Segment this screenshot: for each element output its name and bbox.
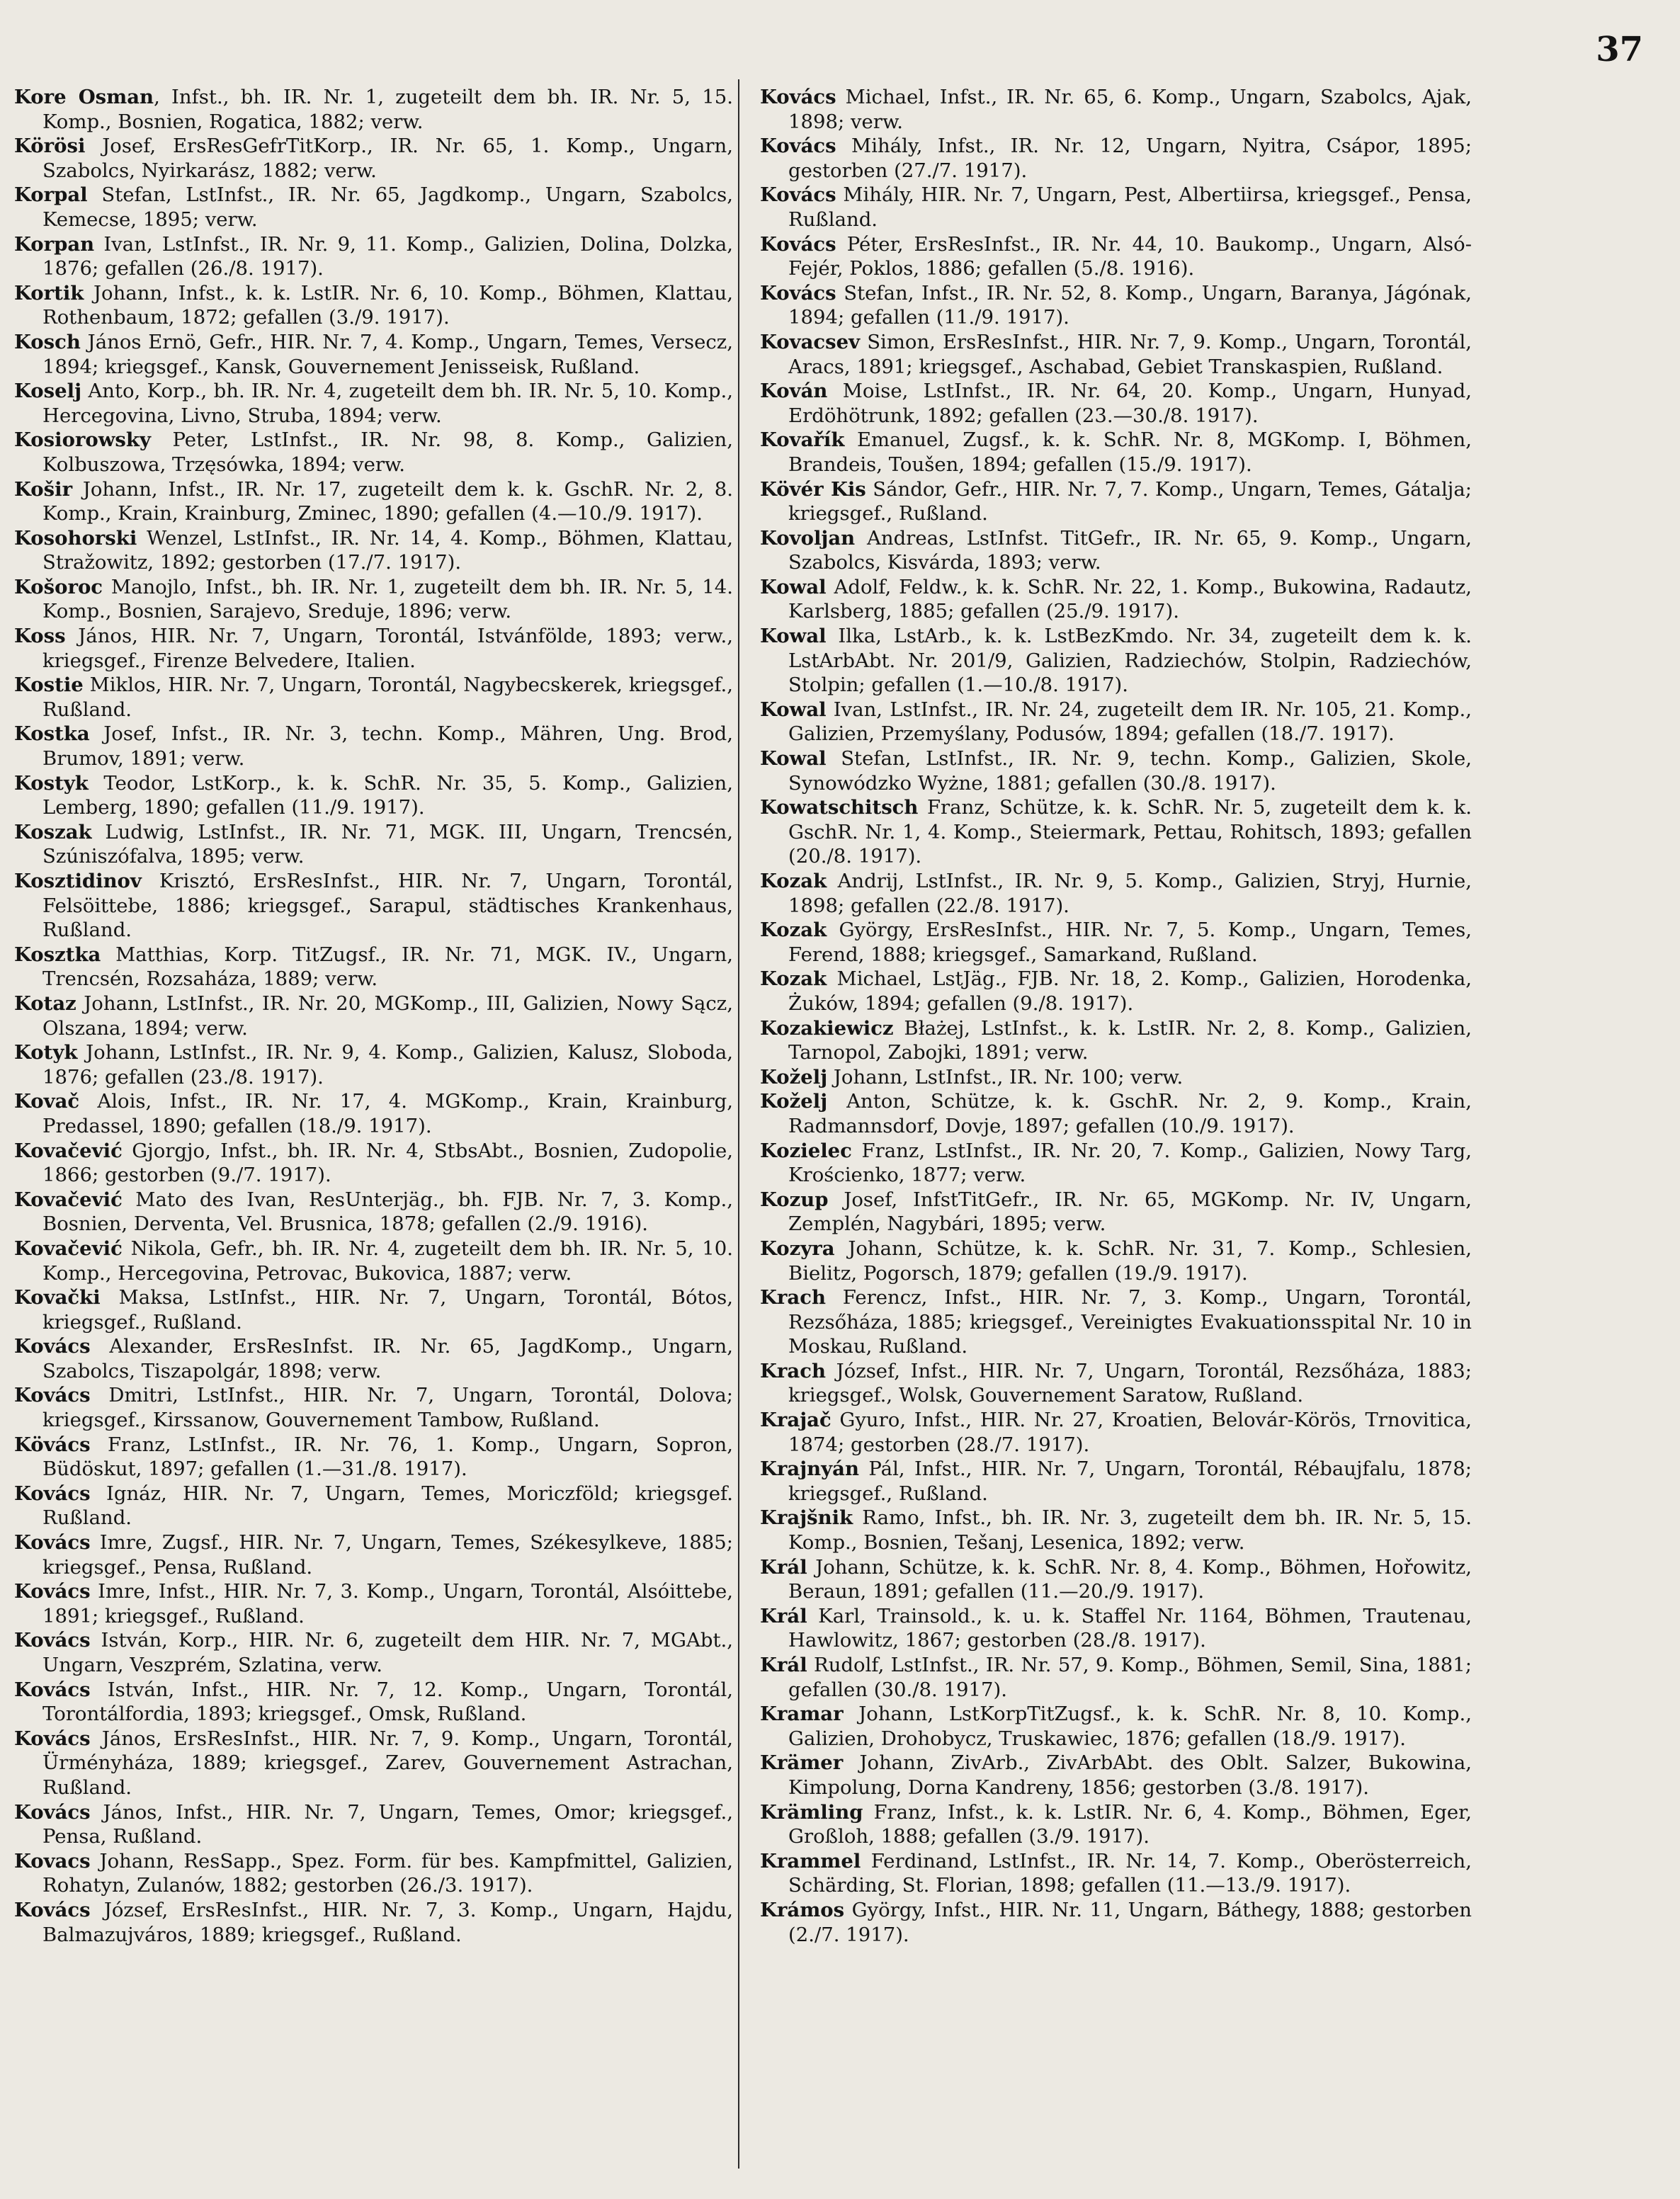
entry-details: Nikola, Gefr., bh. IR. Nr. 4, zugeteilt dem bh. IR. Nr. 5, 10. Komp., Hercegovina, Petrovac, Bukovica, 1887; verw.	[42, 1237, 733, 1285]
entry-details: Anton, Schütze, k. k. GschR. Nr. 2, 9. Komp., Krain, Radmannsdorf, Dovje, 1897; gefallen (10./9. 1917).	[788, 1090, 1472, 1137]
entry-details: Johann, Schütze, k. k. SchR. Nr. 31, 7. Komp., Schlesien, Bielitz, Pogorsch, 1879; gefallen (19./9. 1917).	[788, 1237, 1472, 1285]
entry-details: Michael, LstJäg., FJB. Nr. 18, 2. Komp., Galizien, Horodenka, Żuków, 1894; gefallen (9./8. 1917).	[788, 967, 1472, 1015]
entry-details: Johann, Infst., IR. Nr. 17, zugeteilt dem k. k. GschR. Nr. 2, 8. Komp., Krain, Krainburg, Zminec, 1890; gefallen (4.—10./9. 1917).	[42, 477, 733, 525]
entry-surname: Kovács	[14, 1629, 91, 1652]
entry-details: Ivan, LstInfst., IR. Nr. 9, 11. Komp., Galizien, Dolina, Dolzka, 1876; gefallen (26./8. 1917).	[42, 232, 733, 280]
entry-details: Dmitri, LstInfst., HIR. Nr. 7, Ungarn, Torontál, Dolova; kriegsgef., Kirssanow, Gouvernement Tambow, Rußland.	[42, 1384, 733, 1432]
entry-surname: Kován	[760, 380, 828, 403]
register-entry	[760, 1457, 1472, 1506]
entry-surname: Kovács	[14, 1898, 91, 1921]
entry-details: Teodor, LstKorp., k. k. SchR. Nr. 35, 5. Komp., Galizien, Lemberg, 1890; gefallen (11./9. 1917).	[42, 771, 733, 819]
register-entry	[760, 575, 1472, 624]
entry-details: Pál, Infst., HIR. Nr. 7, Ungarn, Torontál, Rébaujfalu, 1878; kriegsgef., Rußland.	[788, 1458, 1472, 1505]
entry-surname: Krämling	[760, 1800, 863, 1824]
register-entry	[14, 1089, 733, 1138]
entry-surname: Kovačević	[14, 1188, 123, 1211]
register-entry	[760, 1016, 1472, 1065]
entry-surname: Kovács	[14, 1727, 91, 1750]
register-entry	[14, 1678, 733, 1727]
register-entry	[14, 1040, 733, 1089]
entry-surname: Kovacsev	[760, 330, 861, 353]
entry-surname: Koss	[14, 625, 66, 648]
register-entry	[14, 1530, 733, 1579]
entry-surname: Kowal	[760, 625, 827, 648]
entry-details: István, Infst., HIR. Nr. 7, 12. Komp., Ungarn, Torontál, Torontálfordia, 1893; kriegsgef., Omsk, Rußland.	[42, 1678, 733, 1726]
register-entry	[760, 1702, 1472, 1751]
entry-surname: Koszak	[14, 820, 92, 843]
entry-surname: Koselj	[14, 380, 82, 403]
entry-details: Johann, ZivArb., ZivArbAbt. des Oblt. Salzer, Bukowina, Kimpolung, Dorna Kandreny, 1856; gestorben (3./8. 1917).	[788, 1751, 1472, 1799]
entry-details: Ramo, Infst., bh. IR. Nr. 3, zugeteilt dem bh. IR. Nr. 5, 15. Komp., Bosnien, Tešanj, Lesenica, 1892; verw.	[788, 1506, 1472, 1555]
entry-details: Andrij, LstInfst., IR. Nr. 9, 5. Komp., Galizien, Stryj, Hurnie, 1898; gefallen (22./8. 1917).	[788, 870, 1472, 917]
entry-surname: Krach	[760, 1359, 826, 1382]
register-entry	[760, 379, 1472, 428]
register-entry	[760, 1285, 1472, 1359]
register-entry	[760, 918, 1472, 967]
entry-surname: Kotyk	[14, 1041, 78, 1064]
entry-surname: Kövács	[14, 1433, 91, 1456]
entry-details: Johann, LstInfst., IR. Nr. 9, 4. Komp., Galizien, Kalusz, Sloboda, 1876; gefallen (23./8. 1917).	[42, 1041, 733, 1089]
register-entry	[760, 1359, 1472, 1408]
register-entry	[14, 428, 733, 477]
entry-surname: Kozielec	[760, 1139, 852, 1162]
entry-details: Andreas, LstInfst. TitGefr., IR. Nr. 65, 9. Komp., Ungarn, Szabolcs, Kisvárda, 1893; verw.	[788, 526, 1472, 574]
left-column	[14, 85, 733, 1947]
entry-surname: Král	[760, 1604, 807, 1627]
entry-surname: Kowal	[760, 575, 827, 598]
entry-details: Anto, Korp., bh. IR. Nr. 4, zugeteilt dem bh. IR. Nr. 5, 10. Komp., Hercegovina, Livno, Struba, 1894; verw.	[42, 380, 733, 427]
entry-surname: Kosch	[14, 330, 81, 353]
entry-surname: Kovačević	[14, 1237, 123, 1260]
entry-details: Franz, LstInfst., IR. Nr. 76, 1. Komp., Ungarn, Sopron, Büdöskut, 1897; gefallen (1.—31./8. 1917).	[42, 1433, 733, 1481]
entry-surname: Král	[760, 1555, 807, 1579]
register-entry	[760, 746, 1472, 795]
register-entry	[760, 1653, 1472, 1702]
register-entry	[14, 134, 733, 183]
entry-surname: Kovařík	[760, 428, 845, 452]
register-entry	[14, 1628, 733, 1677]
entry-surname: Kovács	[760, 86, 836, 108]
entry-surname: Kowal	[760, 698, 827, 721]
entry-details: János, HIR. Nr. 7, Ungarn, Torontál, Istvánfölde, 1893; verw., kriegsgef., Firenze Belvedere, Italien.	[42, 625, 733, 672]
register-entry	[760, 1139, 1472, 1188]
register-entry	[14, 232, 733, 281]
entry-surname: Kozakiewicz	[760, 1016, 894, 1040]
entry-surname: Král	[760, 1654, 807, 1676]
register-entry	[14, 526, 733, 575]
entry-details: János Ernö, Gefr., HIR. Nr. 7, 4. Komp., Ungarn, Temes, Versecz, 1894; kriegsgef., Kansk, Gouvernement Jenisseisk, Rußland.	[42, 330, 733, 378]
register-entry	[14, 869, 733, 943]
entry-details: György, ErsResInfst., HIR. Nr. 7, 5. Komp., Ungarn, Temes, Ferend, 1888; kriegsgef., Samarkand, Rußland.	[788, 919, 1472, 966]
register-entry	[14, 183, 733, 232]
register-entry	[14, 281, 733, 330]
register-entry	[760, 869, 1472, 918]
entry-details: Ignáz, HIR. Nr. 7, Ungarn, Temes, Moriczföld; kriegsgef. Rußland.	[42, 1482, 733, 1530]
entry-surname: Kovács	[14, 1384, 91, 1407]
entry-details: Johann, Schütze, k. k. SchR. Nr. 8, 4. Komp., Böhmen, Hořowitz, Beraun, 1891; gefallen (11.—20./9. 1917).	[788, 1555, 1472, 1603]
entry-surname: Krämer	[760, 1751, 844, 1775]
entry-details: Mihály, HIR. Nr. 7, Ungarn, Pest, Albertiirsa, kriegsgef., Pensa, Rußland.	[788, 183, 1472, 231]
register-entry	[14, 1383, 733, 1432]
entry-surname: Košoroc	[14, 575, 103, 598]
register-entry	[760, 1089, 1472, 1138]
register-entry	[760, 1555, 1472, 1604]
entry-surname: Krámos	[760, 1898, 845, 1921]
entry-surname: Kövér Kis	[760, 477, 866, 501]
entry-details: Gyuro, Infst., HIR. Nr. 27, Kroatien, Belovár-Körös, Trnovitica, 1874; gestorben (28./7. 1917).	[788, 1409, 1472, 1456]
column-divider	[738, 79, 739, 2169]
entry-details: Emanuel, Zugsf., k. k. SchR. Nr. 8, MGKomp. I, Böhmen, Brandeis, Toušen, 1894; gefallen (15./9. 1917).	[788, 428, 1472, 476]
entry-details: János, Infst., HIR. Nr. 7, Ungarn, Temes, Omor; kriegsgef., Pensa, Rußland.	[42, 1800, 733, 1848]
register-entry	[14, 991, 733, 1040]
entry-details: Mihály, Infst., IR. Nr. 12, Ungarn, Nyitra, Csápor, 1895; gestorben (27./7. 1917).	[788, 135, 1472, 182]
register-entry	[760, 183, 1472, 232]
register-entry	[14, 1334, 733, 1383]
entry-details: József, Infst., HIR. Nr. 7, Ungarn, Torontál, Rezsőháza, 1883; kriegsgef., Wolsk, Gouvernement Saratow, Rußland.	[788, 1359, 1472, 1407]
entry-details: Maksa, LstInfst., HIR. Nr. 7, Ungarn, Torontál, Bótos, kriegsgef., Rußland.	[42, 1286, 733, 1334]
entry-surname: Kovács	[14, 1800, 91, 1824]
entry-surname: Kovač	[14, 1090, 80, 1113]
entry-details: Manojlo, Infst., bh. IR. Nr. 1, zugeteilt dem bh. IR. Nr. 5, 14. Komp., Bosnien, Sarajevo, Sreduje, 1896; verw.	[42, 575, 733, 623]
entry-surname: Kovacs	[14, 1849, 91, 1873]
entry-surname: Kovács	[14, 1678, 91, 1701]
entry-surname: Kosohorski	[14, 526, 137, 550]
entry-details: Alois, Infst., IR. Nr. 17, 4. MGKomp., Krain, Krainburg, Predassel, 1890; gefallen (18./9. 1917).	[42, 1090, 733, 1137]
register-entry	[760, 1237, 1472, 1285]
register-entry	[14, 330, 733, 379]
register-entry	[14, 624, 733, 673]
register-entry	[760, 232, 1472, 281]
entry-surname: Kozak	[760, 870, 827, 892]
entry-details: Adolf, Feldw., k. k. SchR. Nr. 22, 1. Komp., Bukowina, Radautz, Karlsberg, 1885; gefallen (25./9. 1917).	[788, 575, 1472, 623]
register-entry	[14, 575, 733, 624]
entry-surname: Korpan	[14, 232, 95, 256]
register-entry	[14, 673, 733, 722]
entry-details: Michael, Infst., IR. Nr. 65, 6. Komp., Ungarn, Szabolcs, Ajak, 1898; verw.	[788, 86, 1472, 133]
entry-details: Imre, Zugsf., HIR. Nr. 7, Ungarn, Temes, Székesylkeve, 1885; kriegsgef., Pensa, Rußland.	[42, 1531, 733, 1579]
register-entry	[14, 820, 733, 869]
entry-surname: Kovoljan	[760, 526, 856, 550]
entry-surname: Kotaz	[14, 991, 76, 1015]
entry-surname: Kovács	[14, 1482, 91, 1505]
entry-surname: Kovács	[760, 135, 836, 158]
register-entry	[14, 771, 733, 820]
register-entry	[760, 1751, 1472, 1800]
entry-details: Karl, Trainsold., k. u. k. Staffel Nr. 1164, Böhmen, Trautenau, Hawlowitz, 1867; gestorben (28./8. 1917).	[788, 1604, 1472, 1652]
register-entry	[760, 1408, 1472, 1457]
register-entry	[760, 624, 1472, 698]
entry-details: Josef, ErsResGefrTitKorp., IR. Nr. 65, 1. Komp., Ungarn, Szabolcs, Nyirkarász, 1882; verw.	[42, 135, 733, 182]
register-entry	[760, 1065, 1472, 1090]
register-entry	[760, 1849, 1472, 1898]
entry-surname: Krach	[760, 1286, 826, 1309]
entry-details: István, Korp., HIR. Nr. 6, zugeteilt dem HIR. Nr. 7, MGAbt., Ungarn, Veszprém, Szlatina, verw.	[42, 1629, 733, 1676]
entry-details: Josef, InfstTitGefr., IR. Nr. 65, MGKomp. Nr. IV, Ungarn, Zemplén, Nagybári, 1895; verw.	[788, 1188, 1472, 1236]
register-entry	[14, 1579, 733, 1628]
entry-details: Stefan, LstInfst., IR. Nr. 9, techn. Komp., Galizien, Skole, Synowódzko Wyżne, 1881; gefallen (30./8. 1917).	[788, 747, 1472, 795]
entry-surname: Körösi	[14, 135, 86, 158]
entry-details: Simon, ErsResInfst., HIR. Nr. 7, 9. Komp., Ungarn, Torontál, Aracs, 1891; kriegsgef., Aschabad, Gebiet Transkaspien, Rußland.	[788, 330, 1472, 378]
entry-details: János, ErsResInfst., HIR. Nr. 7, 9. Komp., Ungarn, Torontál, Ürményháza, 1889; kriegsgef., Zarev, Gouvernement Astrachan, Rußland.	[42, 1727, 733, 1799]
entry-surname: Kortik	[14, 281, 84, 305]
entry-surname: Kowatschitsch	[760, 796, 919, 819]
entry-details: Ivan, LstInfst., IR. Nr. 24, zugeteilt dem IR. Nr. 105, 21. Komp., Galizien, Przemyślany, Podusów, 1894; gefallen (18./7. 1917).	[788, 698, 1472, 746]
register-entry	[760, 1506, 1472, 1555]
register-entry	[760, 428, 1472, 477]
entry-details: Wenzel, LstInfst., IR. Nr. 14, 4. Komp., Böhmen, Klattau, Stražowitz, 1892; gestorben (17./7. 1917).	[42, 526, 733, 574]
entry-details: József, ErsResInfst., HIR. Nr. 7, 3. Komp., Ungarn, Hajdu, Balmazujváros, 1889; kriegsgef., Rußland.	[42, 1898, 733, 1946]
entry-details: Johann, LstKorpTitZugsf., k. k. SchR. Nr. 8, 10. Komp., Galizien, Drohobycz, Truskawiec, 1876; gefallen (18./9. 1917).	[788, 1703, 1472, 1750]
register-entry	[14, 1285, 733, 1334]
entry-details: Johann, Infst., k. k. LstIR. Nr. 6, 10. Komp., Böhmen, Klattau, Rothenbaum, 1872; gefallen (3./9. 1917).	[42, 281, 733, 329]
entry-details: Matthias, Korp. TitZugsf., IR. Nr. 71, MGK. IV., Ungarn, Trencsén, Rozsaháza, 1889; verw.	[42, 943, 733, 991]
register-entry	[14, 1139, 733, 1188]
entry-details: Ferencz, Infst., HIR. Nr. 7, 3. Komp., Ungarn, Torontál, Rezsőháza, 1885; kriegsgef., Vereinigtes Evakuationsspital Nr. 10 in Moskau, Rußland.	[788, 1286, 1472, 1358]
register-entry	[14, 379, 733, 428]
register-entry	[14, 1482, 733, 1530]
register-entry	[760, 1800, 1472, 1849]
entry-details: Johann, ResSapp., Spez. Form. für bes. Kampfmittel, Galizien, Rohatyn, Zulanów, 1882; gestorben (26./3. 1917).	[42, 1849, 733, 1897]
entry-surname: Kovács	[760, 183, 836, 207]
entry-surname: Kovács	[14, 1335, 91, 1358]
register-entry	[760, 967, 1472, 1016]
entry-details: György, Infst., HIR. Nr. 11, Ungarn, Báthegy, 1888; gestorben (2./7. 1917).	[788, 1898, 1472, 1946]
entry-details: Ferdinand, LstInfst., IR. Nr. 14, 7. Komp., Oberösterreich, Schärding, St. Florian, 1898; gefallen (11.—13./9. 1917).	[788, 1849, 1472, 1897]
entry-details: Moise, LstInfst., IR. Nr. 64, 20. Komp., Ungarn, Hunyad, Erdöhötrunk, 1892; gefallen (23.—30./8. 1917).	[788, 380, 1472, 427]
entry-surname: Krajač	[760, 1409, 832, 1432]
register-entry	[14, 1188, 733, 1237]
entry-details: Peter, LstInfst., IR. Nr. 98, 8. Komp., Galizien, Kolbuszowa, Trzęsówka, 1894; verw.	[42, 428, 733, 476]
register-entry	[760, 134, 1472, 183]
entry-details: Sándor, Gefr., HIR. Nr. 7, 7. Komp., Ungarn, Temes, Gátalja; kriegsgef., Rußland.	[788, 477, 1472, 525]
entry-details: , Infst., bh. IR. Nr. 1, zugeteilt dem bh. IR. Nr. 5, 15. Komp., Bosnien, Rogatica, 1882; verw.	[42, 86, 734, 133]
entry-details: Alexander, ErsResInfst. IR. Nr. 65, JagdKomp., Ungarn, Szabolcs, Tiszapolgár, 1898; verw.	[42, 1335, 733, 1382]
entry-surname: Krammel	[760, 1849, 861, 1873]
register-entry	[760, 1604, 1472, 1653]
entry-details: Franz, Infst., k. k. LstIR. Nr. 6, 4. Komp., Böhmen, Eger, Großloh, 1888; gefallen (3./9. 1917).	[788, 1800, 1472, 1848]
register-entry	[760, 1188, 1472, 1237]
right-column	[760, 85, 1472, 1947]
entry-surname: Kozak	[760, 967, 827, 991]
entry-surname: Kozyra	[760, 1237, 835, 1260]
entry-surname: Kovács	[760, 281, 836, 305]
entry-surname: Kosiorowsky	[14, 428, 151, 452]
entry-details: Péter, ErsResInfst., IR. Nr. 44, 10. Baukomp., Ungarn, Alsó-Fejér, Poklos, 1886; gefallen (5./8. 1916).	[788, 232, 1472, 280]
entry-details: Johann, LstInfst., IR. Nr. 100; verw.	[827, 1065, 1184, 1089]
register-entry	[14, 1433, 733, 1482]
register-entry	[14, 1898, 733, 1947]
entry-details: Krisztó, ErsResInfst., HIR. Nr. 7, Ungarn, Torontál, Felsöittebe, 1886; kriegsgef., Sarapul, städtisches Krankenhaus, Rußland.	[42, 870, 733, 942]
register-entry	[14, 85, 733, 134]
entry-surname: Kostka	[14, 722, 90, 746]
entry-surname: Kovács	[14, 1531, 91, 1555]
register-entry	[14, 722, 733, 771]
entry-surname: Krajšnik	[760, 1506, 853, 1530]
entry-surname: Kovačević	[14, 1139, 123, 1162]
register-entry	[14, 1800, 733, 1849]
entry-details: Stefan, LstInfst., IR. Nr. 65, Jagdkomp., Ungarn, Szabolcs, Kemecse, 1895; verw.	[42, 183, 733, 231]
entry-details: Stefan, Infst., IR. Nr. 52, 8. Komp., Ungarn, Baranya, Jágónak, 1894; gefallen (11./9. 1917).	[788, 281, 1472, 329]
register-entry	[760, 85, 1472, 134]
entry-surname: Kramar	[760, 1703, 844, 1726]
entry-details: Franz, LstInfst., IR. Nr. 20, 7. Komp., Galizien, Nowy Targ, Krościenko, 1877; verw.	[788, 1139, 1472, 1187]
entry-surname: Koželj	[760, 1065, 828, 1089]
entry-surname: Kovački	[14, 1286, 101, 1309]
entry-details: Błażej, LstInfst., k. k. LstIR. Nr. 2, 8. Komp., Galizien, Tarnopol, Zabojki, 1891; verw.	[788, 1016, 1472, 1064]
entry-surname: Kostyk	[14, 771, 89, 795]
entry-details: Johann, LstInfst., IR. Nr. 20, MGKomp., III, Galizien, Nowy Sącz, Olszana, 1894; verw.	[42, 991, 733, 1040]
entry-surname: Kozak	[760, 919, 827, 942]
entry-surname: Kore Osman	[14, 86, 154, 108]
register-entry	[14, 477, 733, 526]
entry-surname: Korpal	[14, 183, 88, 207]
register-entry	[14, 1237, 733, 1285]
entry-surname: Kosztidinov	[14, 870, 142, 892]
entry-details: Miklos, HIR. Nr. 7, Ungarn, Torontál, Nagybecskerek, kriegsgef., Rußland.	[42, 674, 733, 721]
register-entry	[14, 943, 733, 991]
entry-surname: Kostie	[14, 674, 84, 697]
entry-surname: Kowal	[760, 747, 827, 771]
entry-details: Franz, Schütze, k. k. SchR. Nr. 5, zugeteilt dem k. k. GschR. Nr. 1, 4. Komp., Steiermark, Pettau, Rohitsch, 1893; gefallen (20./8. 1917).	[788, 796, 1472, 868]
entry-surname: Kosztka	[14, 943, 101, 966]
register-entry	[760, 698, 1472, 746]
page-number: 37	[1596, 30, 1643, 69]
entry-details: Mato des Ivan, ResUnterjäg., bh. FJB. Nr. 7, 3. Komp., Bosnien, Derventa, Vel. Brusnica, 1878; gefallen (2./9. 1916).	[42, 1188, 733, 1236]
register-entry	[760, 795, 1472, 869]
entry-details: Gjorgjo, Infst., bh. IR. Nr. 4, StbsAbt., Bosnien, Zudopolie, 1866; gestorben (9./7. 1917).	[42, 1139, 733, 1187]
entry-details: Ilka, LstArb., k. k. LstBezKmdo. Nr. 34, zugeteilt dem k. k. LstArbAbt. Nr. 201/9, Galizien, Radziechów, Stolpin, Radziechów, Stolpin; gefallen (1.—10./8. 1917).	[788, 625, 1472, 697]
register-entry	[760, 526, 1472, 575]
register-entry	[760, 1898, 1472, 1947]
entry-surname: Kozup	[760, 1188, 829, 1211]
entry-details: Josef, Infst., IR. Nr. 3, techn. Komp., Mähren, Ung. Brod, Brumov, 1891; verw.	[42, 722, 733, 771]
entry-details: Imre, Infst., HIR. Nr. 7, 3. Komp., Ungarn, Torontál, Alsóittebe, 1891; kriegsgef., Rußland.	[42, 1580, 733, 1627]
entry-surname: Krajnyán	[760, 1458, 859, 1481]
entry-surname: Kovács	[760, 232, 836, 256]
register-entry	[14, 1849, 733, 1898]
entry-surname: Koželj	[760, 1090, 828, 1113]
entry-details: Rudolf, LstInfst., IR. Nr. 57, 9. Komp., Böhmen, Semil, Sina, 1881; gefallen (30./8. 1917).	[788, 1654, 1472, 1701]
register-entry	[760, 477, 1472, 526]
register-entry	[14, 1727, 733, 1800]
entry-surname: Košir	[14, 477, 73, 501]
register-entry	[760, 330, 1472, 379]
register-entry	[760, 281, 1472, 330]
entry-surname: Kovács	[14, 1580, 91, 1603]
entry-details: Ludwig, LstInfst., IR. Nr. 71, MGK. III, Ungarn, Trencsén, Szúniszófalva, 1895; verw.	[42, 820, 733, 868]
